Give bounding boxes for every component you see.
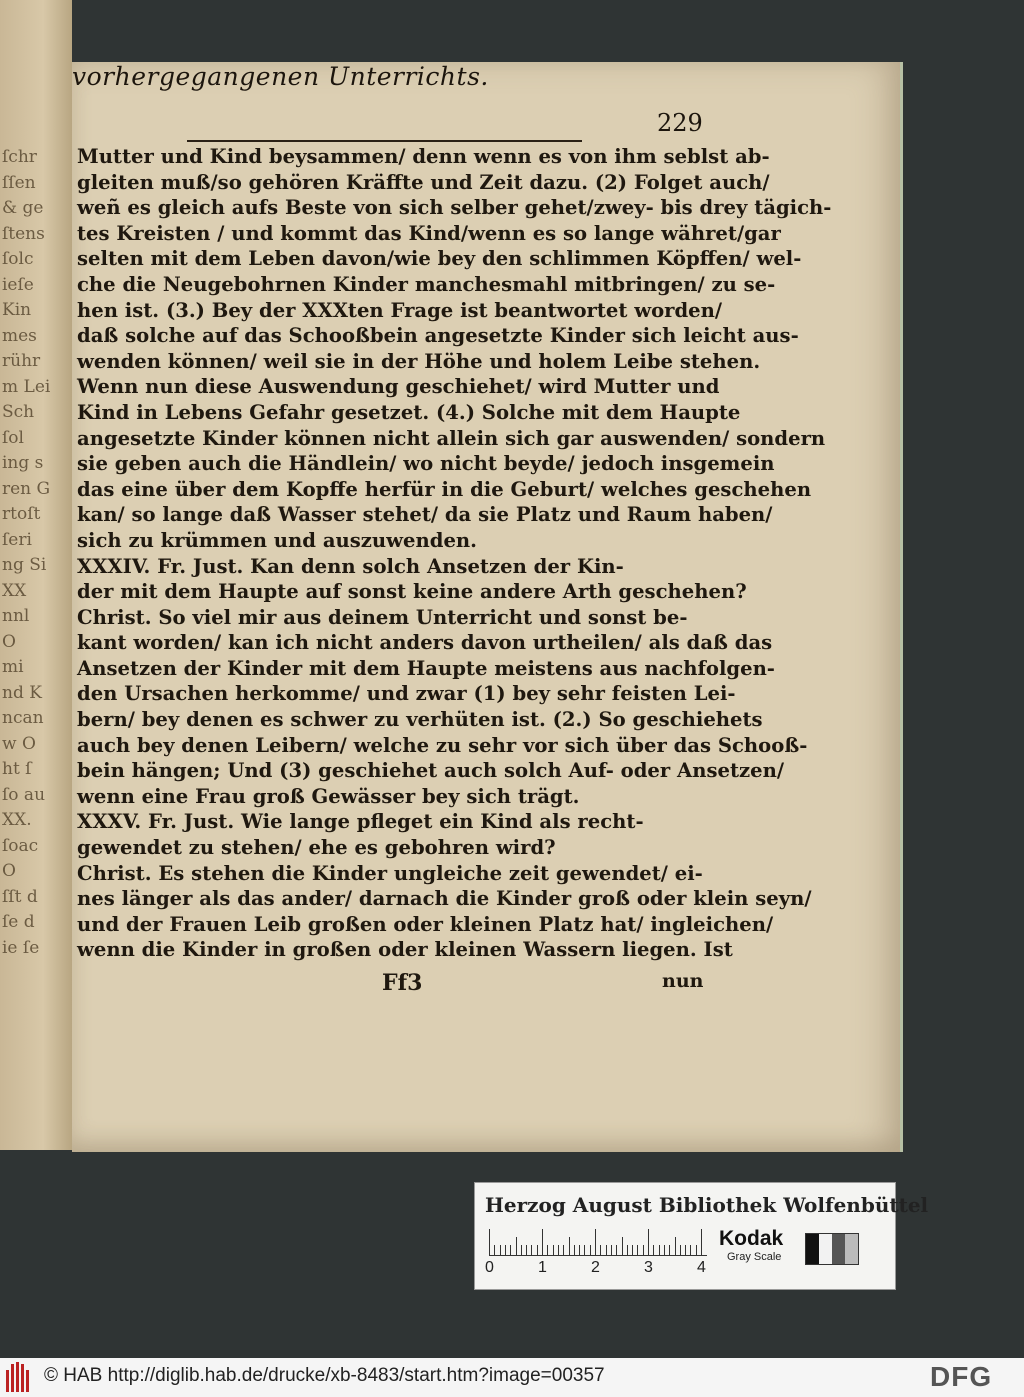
ruler-tick bbox=[584, 1245, 585, 1255]
ruler-tick bbox=[606, 1245, 607, 1255]
text-line: gleiten muß/so gehören Kräffte und Zeit dazu. (2) Folget auch/ bbox=[77, 170, 770, 194]
previous-page-fragment: ſolc bbox=[2, 249, 34, 269]
text-line: Wenn nun diese Auswendung geschiehet/ wird Mutter und bbox=[77, 375, 720, 399]
ruler-number: 2 bbox=[591, 1259, 600, 1276]
body-text bbox=[77, 144, 832, 963]
ruler-tick bbox=[675, 1237, 676, 1255]
text-line: tes Kreisten / und kommt das Kind/wenn es so lange währet/gar bbox=[77, 221, 781, 245]
hab-logo-icon bbox=[6, 1362, 36, 1392]
previous-page-fragment: O bbox=[2, 861, 16, 881]
header-rule bbox=[187, 140, 582, 142]
ruler-number: 0 bbox=[485, 1259, 494, 1276]
text-line: Mutter und Kind beysammen/ denn wenn es von ihm seblst ab- bbox=[77, 145, 770, 168]
ruler-tick bbox=[558, 1245, 559, 1255]
previous-page-fragment: nd K bbox=[2, 682, 42, 703]
ruler-tick bbox=[659, 1245, 660, 1255]
ruler-tick bbox=[553, 1245, 554, 1255]
ruler-tick bbox=[505, 1245, 506, 1255]
previous-page-fragment: Sch bbox=[2, 402, 35, 422]
previous-page-fragment: & ge bbox=[2, 198, 44, 218]
previous-page-fragment: Kin bbox=[2, 300, 32, 320]
ruler-tick bbox=[537, 1245, 538, 1255]
ruler-tick bbox=[489, 1229, 490, 1255]
ruler-tick bbox=[563, 1245, 564, 1255]
previous-page-fragment: ieſe bbox=[2, 274, 34, 295]
previous-page-fragment: m Lei bbox=[2, 376, 51, 397]
signature-mark: Ff3 bbox=[382, 970, 423, 996]
text-line: XXXV. Fr. Just. Wie lange pfleget ein Kind als recht- bbox=[77, 810, 644, 834]
book-page bbox=[72, 62, 903, 1152]
ruler-tick bbox=[701, 1229, 702, 1255]
text-line: kant worden/ kan ich nicht anders davon urtheilen/ als daß das bbox=[77, 631, 773, 655]
text-line: bern/ bey denen es schwer zu verhüten ist. (2.) So geschiehets bbox=[77, 708, 763, 732]
ruler-tick bbox=[622, 1237, 623, 1255]
hab-logo-bar bbox=[11, 1364, 14, 1392]
hab-logo-bar bbox=[26, 1370, 29, 1392]
ruler-tick bbox=[574, 1245, 575, 1255]
library-color-card bbox=[474, 1182, 929, 1290]
ruler-tick bbox=[637, 1245, 638, 1255]
text-line: Christ. So viel mir aus deinem Unterricht und sonst be- bbox=[77, 605, 688, 629]
previous-page-fragment: ſſen bbox=[2, 172, 36, 193]
ruler-tick bbox=[526, 1245, 527, 1255]
ruler-tick bbox=[531, 1245, 532, 1255]
text-line: selten mit dem Leben davon/wie bey den schlimmen Köpffen/ wel- bbox=[77, 247, 802, 271]
text-line: XXXIV. Fr. Just. Kan denn solch Ansetzen der Kin- bbox=[77, 554, 624, 578]
text-line: nes länger als das ander/ darnach die Kinder groß oder klein seyn/ bbox=[77, 887, 812, 911]
ruler-tick bbox=[696, 1245, 697, 1255]
ruler-tick bbox=[643, 1245, 644, 1255]
text-line: das eine über dem Kopffe herfür in die Geburt/ welches geschehen bbox=[77, 477, 812, 501]
ruler-tick bbox=[494, 1245, 495, 1255]
text-line: Kind in Lebens Gefahr gesetzet. (4.) Solche mit dem Haupte bbox=[77, 400, 741, 424]
previous-page-fragment: ie ſe bbox=[2, 937, 40, 958]
gray-swatch bbox=[845, 1234, 858, 1264]
text-line: sich zu krümmen und auszuwenden. bbox=[77, 528, 477, 552]
ruler-tick bbox=[542, 1229, 543, 1255]
text-line: hen ist. (3.) Bey der XXXten Frage ist beantwortet worden/ bbox=[77, 298, 723, 322]
previous-page-fragment: ſe d bbox=[2, 912, 35, 932]
ruler-number: 4 bbox=[697, 1259, 706, 1276]
previous-page-fragment: ht ſ bbox=[2, 759, 32, 779]
text-line: Ansetzen der Kinder mit dem Haupte meistens aus nachfolgen- bbox=[77, 656, 775, 680]
gray-scale-swatches bbox=[805, 1233, 859, 1265]
text-line: angesetzte Kinder können nicht allein sich gar auswenden/ sondern bbox=[77, 426, 826, 450]
ruler-tick bbox=[611, 1245, 612, 1255]
hab-logo-bar bbox=[6, 1370, 9, 1392]
running-header: vorhergegangenen Unterrichts. bbox=[72, 62, 489, 91]
previous-page-fragment: w O bbox=[2, 733, 36, 754]
gray-swatch bbox=[819, 1234, 832, 1264]
text-line: daß solche auf das Schooßbein angesetzte Kinder sich leicht aus- bbox=[77, 324, 799, 348]
ruler-tick bbox=[669, 1245, 670, 1255]
page-number: 229 bbox=[657, 109, 703, 137]
catchword: nun bbox=[662, 970, 704, 992]
ruler-tick bbox=[627, 1245, 628, 1255]
footer-bar bbox=[0, 1358, 1024, 1397]
previous-page-fragment: XX bbox=[2, 580, 27, 601]
text-line: auch bey denen Leibern/ welche zu sehr vor sich über das Schooß- bbox=[77, 733, 808, 757]
ruler-tick bbox=[648, 1229, 649, 1255]
ruler-tick bbox=[521, 1245, 522, 1255]
ruler-tick bbox=[685, 1245, 686, 1255]
ruler-tick bbox=[690, 1245, 691, 1255]
text-line: gewendet zu stehen/ ehe es gebohren wird? bbox=[77, 836, 556, 860]
ruler-tick bbox=[510, 1245, 511, 1255]
dfg-logo: DFG bbox=[930, 1361, 993, 1392]
previous-page-fragment: ſeri bbox=[2, 529, 32, 550]
ruler-tick bbox=[579, 1245, 580, 1255]
ruler-tick bbox=[680, 1245, 681, 1255]
ruler-tick bbox=[590, 1245, 591, 1255]
ruler-number: 3 bbox=[644, 1259, 653, 1276]
ruler-tick bbox=[547, 1245, 548, 1255]
previous-page-edge bbox=[0, 0, 72, 1150]
text-line: bein hängen; Und (3) geschiehet auch solch Auf- oder Ansetzen/ bbox=[77, 759, 785, 783]
previous-page-fragment: XX. bbox=[2, 810, 32, 830]
kodak-logo: Kodak bbox=[719, 1227, 784, 1250]
gray-swatch bbox=[832, 1234, 845, 1264]
ruler-tick bbox=[516, 1237, 517, 1255]
ruler-tick bbox=[595, 1229, 596, 1255]
ruler-tick bbox=[632, 1245, 633, 1255]
previous-page-fragment: rühr bbox=[2, 351, 41, 371]
previous-page-fragment: O bbox=[2, 631, 16, 652]
ruler-tick bbox=[569, 1237, 570, 1255]
text-line: der mit dem Haupte auf sonst keine andere Arth geschehen? bbox=[77, 580, 747, 604]
previous-page-fragment: ren G bbox=[2, 478, 51, 499]
previous-page-fragment: ſol bbox=[2, 427, 24, 448]
text-line: Christ. Es stehen die Kinder ungleiche zeit gewendet/ ei- bbox=[77, 861, 703, 885]
footer-link[interactable]: © HAB http://diglib.hab.de/drucke/xb-8483/start.htm?image=00357 bbox=[44, 1365, 605, 1386]
text-line: und der Frauen Leib großen oder kleinen Platz hat/ ingleichen/ bbox=[77, 912, 774, 936]
text-line: weñ es gleich aufs Beste von sich selber gehet/zwey- bis drey tägich- bbox=[77, 196, 832, 220]
measurement-ruler bbox=[489, 1227, 707, 1256]
ruler-tick bbox=[500, 1245, 501, 1255]
hab-logo-bar bbox=[16, 1362, 19, 1392]
text-line: den Ursachen herkomme/ und zwar (1) bey sehr feisten Lei- bbox=[77, 682, 736, 706]
text-line: wenn die Kinder in großen oder kleinen Wassern liegen. Ist bbox=[77, 938, 733, 962]
previous-page-text bbox=[2, 145, 70, 961]
text-line: wenn eine Frau groß Gewässer bey sich trägt. bbox=[77, 784, 580, 808]
text-line: wenden können/ weil sie in der Höhe und holem Leibe stehen. bbox=[77, 349, 761, 373]
previous-page-fragment: ſoac bbox=[2, 835, 39, 856]
previous-page-fragment: ng Si bbox=[2, 555, 47, 575]
text-line: che die Neugebohrnen Kinder manchesmahl mitbringen/ zu se- bbox=[77, 272, 776, 296]
previous-page-fragment: nnl bbox=[2, 606, 30, 626]
previous-page-fragment: mi bbox=[2, 657, 24, 677]
ruler-tick bbox=[616, 1245, 617, 1255]
ruler-tick bbox=[664, 1245, 665, 1255]
previous-page-fragment: mes bbox=[2, 325, 37, 346]
gray-scale-label: Gray Scale bbox=[727, 1251, 782, 1263]
text-line: sie geben auch die Händlein/ wo nicht beyde/ jedoch insgemein bbox=[77, 452, 775, 476]
ruler-tick bbox=[600, 1245, 601, 1255]
previous-page-fragment: rtoſt bbox=[2, 504, 41, 524]
previous-page-fragment: ſſt d bbox=[2, 886, 38, 907]
institution-name: Herzog August Bibliothek Wolfenbüttel bbox=[485, 1193, 929, 1217]
ruler-tick bbox=[653, 1245, 654, 1255]
previous-page-fragment: ſchr bbox=[2, 147, 37, 167]
gray-swatch bbox=[806, 1234, 819, 1264]
previous-page-fragment: ncan bbox=[2, 708, 44, 728]
text-line: kan/ so lange daß Wasser stehet/ da sie Platz und Raum haben/ bbox=[77, 503, 773, 527]
previous-page-fragment: ing s bbox=[2, 453, 44, 473]
previous-page-fragment: ſo au bbox=[2, 784, 46, 805]
ruler-number: 1 bbox=[538, 1259, 547, 1276]
hab-logo-bar bbox=[21, 1364, 24, 1392]
previous-page-fragment: ſtens bbox=[2, 223, 45, 244]
